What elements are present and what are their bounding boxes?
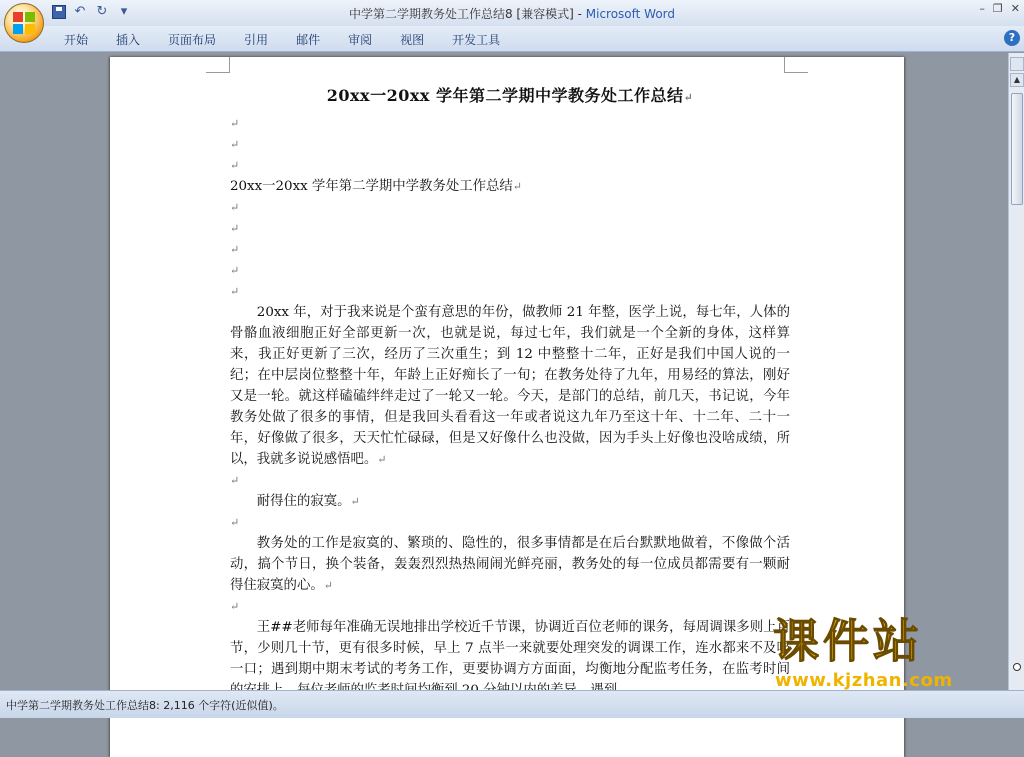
empty-paragraph: ↵ (230, 243, 240, 256)
ribbon-tabs-bar (0, 26, 1024, 52)
scrollbar-thumb[interactable] (1011, 93, 1023, 205)
watermark-logo-text: 课件站 (773, 614, 923, 668)
empty-paragraph: ↵ (230, 201, 240, 214)
document-area[interactable] (0, 53, 1008, 690)
customize-toolbar-icon[interactable]: ▾ (120, 4, 128, 19)
empty-paragraph: ↵ (230, 285, 240, 298)
ruler-toggle-icon[interactable] (1010, 57, 1024, 71)
office-logo-icon (12, 11, 36, 35)
tab-insert[interactable]: 插入 (116, 33, 141, 47)
tab-mailings[interactable]: 邮件 (296, 33, 321, 47)
document-page[interactable] (110, 57, 904, 757)
paragraph-mark: ↵ (683, 91, 694, 104)
scroll-up-button[interactable]: ▲ (1010, 73, 1024, 87)
empty-paragraph: ↵ (230, 117, 240, 130)
body-paragraph: 20xx 年，对于我来说是个蛮有意思的年份，做教师 21 年整，医学上说，每七年，人体的骨骼血液细胞正好全部更新一次，也就是说，每过七年，我们就是一个全新的身体，这样算来，我正好更新了三次，经历了三次重生；到 12 中整整十二年，正好是我们中国人说的一纪；在中层岗位整整十年，年龄上正好痴长了一旬；在教务处待了九年，用易经的算法，刚好又是一轮。就这样磕磕绊绊走过了一轮又一轮。今天，是部门的总结，前几天，书记说，今年教务处做了很多的事情，但是我回头看看这一年或者说这九年乃至这十年、十二年、二十一年，好像做了很多，天天忙忙碌碌，但是又好像什么也没做，因为手头上好像也没啥成绩，所以，我就多说说感悟吧。↵ (230, 305, 790, 467)
tab-page-layout[interactable]: 页面布局 (168, 33, 217, 47)
watermark-url: www.kjzhan.com (775, 670, 953, 691)
title-bar (0, 0, 1024, 26)
margin-corner-right (784, 57, 808, 73)
body-paragraph: 教务处的工作是寂寞的、繁琐的、隐性的，很多事情都是在后台默默地做着，不像做个活动，搞个节日，换个装备，轰轰烈烈热热闹闹光鲜亮丽，教务处的每一位成员都需要有一颗耐得住寂寞的心。↵ (230, 536, 790, 593)
tab-developer[interactable]: 开发工具 (452, 33, 501, 47)
empty-paragraph: ↵ (230, 264, 240, 277)
close-button[interactable]: ✕ (1010, 2, 1020, 15)
app-name: Microsoft Word (585, 7, 676, 21)
paragraph-mark: ↵ (377, 453, 387, 466)
window-controls (979, 2, 1020, 15)
browse-object-icon[interactable] (1013, 663, 1021, 671)
paragraph-mark: ↵ (350, 495, 360, 508)
word-count-status[interactable]: 中学第二学期教务处工作总结8: 2,116 个字符(近似值)。 (6, 699, 284, 712)
vertical-scrollbar[interactable] (1008, 53, 1024, 690)
document-content[interactable] (230, 81, 790, 701)
empty-paragraph: ↵ (230, 474, 240, 487)
document-heading: 20xx一20xx 学年第二学期中学教务处工作总结↵ (326, 86, 694, 105)
ribbon-tabs (50, 31, 514, 48)
window-title (0, 5, 1024, 22)
tab-view[interactable]: 视图 (400, 33, 425, 47)
tab-references[interactable]: 引用 (244, 33, 269, 47)
help-icon[interactable]: ? (1004, 30, 1020, 46)
paragraph-mark: ↵ (512, 180, 523, 193)
tab-home[interactable]: 开始 (64, 33, 89, 47)
status-bar (0, 690, 1024, 718)
undo-icon[interactable]: ↶ (74, 4, 86, 19)
empty-paragraph: ↵ (230, 159, 240, 172)
margin-corner-left (206, 57, 230, 73)
redo-icon[interactable]: ↻ (96, 4, 108, 19)
section-heading: 耐得住的寂寞。↵ (256, 494, 360, 509)
minimize-button[interactable]: – (979, 2, 985, 15)
document-title: 中学第二学期教务处工作总结8 [兼容模式] - (348, 7, 586, 21)
restore-button[interactable]: ❐ (992, 2, 1003, 15)
empty-paragraph: ↵ (230, 516, 240, 529)
empty-paragraph: ↵ (230, 600, 240, 613)
paragraph-mark: ↵ (323, 579, 333, 592)
tab-review[interactable]: 审阅 (348, 33, 373, 47)
body-paragraph: 王##老师每年准确无误地排出学校近千节课，协调近百位老师的课务，每周调课多则上百节，少则几十节，更有很多时候，早上 7 点半一来就要处理突发的调课工作，连水都来不及喝一口；遇到期中期末考试的考务工作，更要协调方方面面，均衡地分配监考任务，在监考时间 (230, 620, 790, 677)
empty-paragraph: ↵ (230, 222, 240, 235)
empty-paragraph: ↵ (230, 138, 240, 151)
document-subtitle: 20xx一20xx 学年第二学期中学教务处工作总结↵ (230, 179, 523, 194)
office-button[interactable] (4, 3, 44, 43)
